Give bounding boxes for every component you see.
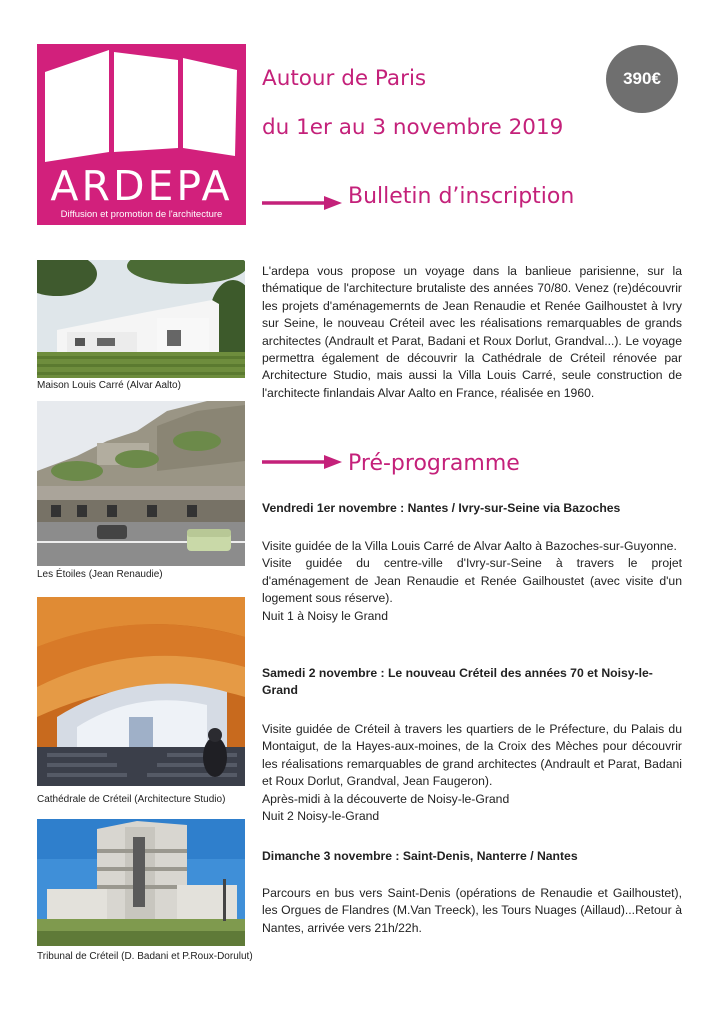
arrow-right-icon xyxy=(262,452,342,472)
day-1-line: Nuit 1 à Noisy le Grand xyxy=(262,608,388,623)
price-badge: 390€ xyxy=(606,45,678,113)
day-2-line: Après-midi à la découverte de Noisy-le-Grand xyxy=(262,791,510,806)
photo-maison-louis-carre xyxy=(37,260,245,378)
day-2-line: Nuit 2 Noisy-le-Grand xyxy=(262,809,380,824)
section-programme: Pré-programme xyxy=(348,451,520,476)
ardepa-logo xyxy=(37,44,246,225)
photo-caption: Tribunal de Créteil (D. Badani et P.Roux-Dorulut) xyxy=(37,951,253,962)
trip-title: Autour de Paris xyxy=(262,66,427,91)
logo-brand: ARDEPA xyxy=(50,162,233,210)
photo-caption: Cathédrale de Créteil (Architecture Studio) xyxy=(37,794,226,805)
day-2-line: Visite guidée de Créteil à travers les quartiers de le Préfecture, du Palais du Montaigut, de la Hayes-aux-moines, de la Croix des Mèches pour découvrir les réalisations remarquables de grand architectes (Andrault et Parat, Badani et Roux Dorlut, Grandval, Jean Faugeron). xyxy=(262,722,682,789)
trip-dates: du 1er au 3 novembre 2019 xyxy=(262,115,564,140)
photo-tribunal-creteil xyxy=(37,819,245,946)
day-3-body xyxy=(262,885,682,937)
day-1-line: Visite guidée de la Villa Louis Carré de Alvar Aalto à Bazoches-sur-Guyonne. xyxy=(262,539,677,553)
section-bulletin: Bulletin d’inscription xyxy=(348,184,575,209)
intro-paragraph: L'ardepa vous propose un voyage dans la banlieue parisienne, sur la thématique de l'architecture brutaliste des années 70/80. Venez (re)découvrir les projets d'aménagemernts de Jean Renaudie et Renée Gailhoustet à Ivry sur Seine, le nouveau Créteil avec les réalisations remarquables de grands architectes (Andrault et Parat, Badani et Roux Dorlut, Grandval...). Le voyage permettra également de découvrir la Cathédrale de Créteil rénovée par Architecture Studio, mais aussi la Villa Louis Carré, seule construction de l'architecte finlandais Alvar Aalto en France, réalisée en 1960. xyxy=(262,264,682,400)
photo-caption: Maison Louis Carré (Alvar Aalto) xyxy=(37,380,181,391)
day-2-title: Samedi 2 novembre : Le nouveau Créteil des années 70 et Noisy-le-Grand xyxy=(262,666,653,698)
day-1-body xyxy=(262,538,682,625)
photo-cathedrale-creteil xyxy=(37,597,245,786)
day-2-body xyxy=(262,721,682,825)
day-1-line: Visite guidée du centre-ville d'Ivry-sur-Seine à travers le projet d'aménagement de Jean Renaudie et Renée Gailhoustet (avec visite d'un logement sous réserve). xyxy=(262,556,682,606)
photo-caption: Les Étoiles (Jean Renaudie) xyxy=(37,569,163,580)
logo-tagline: Diffusion et promotion de l'architecture xyxy=(60,209,223,220)
day-3-line: Parcours en bus vers Saint-Denis (opérations de Renaudie et Gailhoustet), les Orgues de Flandres (M.Van Treeck), les Tours Nuages (Aillaud)...Retour à Nantes, arrivée vers 21h/22h. xyxy=(262,886,682,935)
arrow-right-icon xyxy=(262,193,342,213)
photo-les-etoiles xyxy=(37,401,245,566)
day-3-title: Dimanche 3 novembre : Saint-Denis, Nanterre / Nantes xyxy=(262,849,578,863)
day-1-title: Vendredi 1er novembre : Nantes / Ivry-sur-Seine via Bazoches xyxy=(262,501,621,515)
